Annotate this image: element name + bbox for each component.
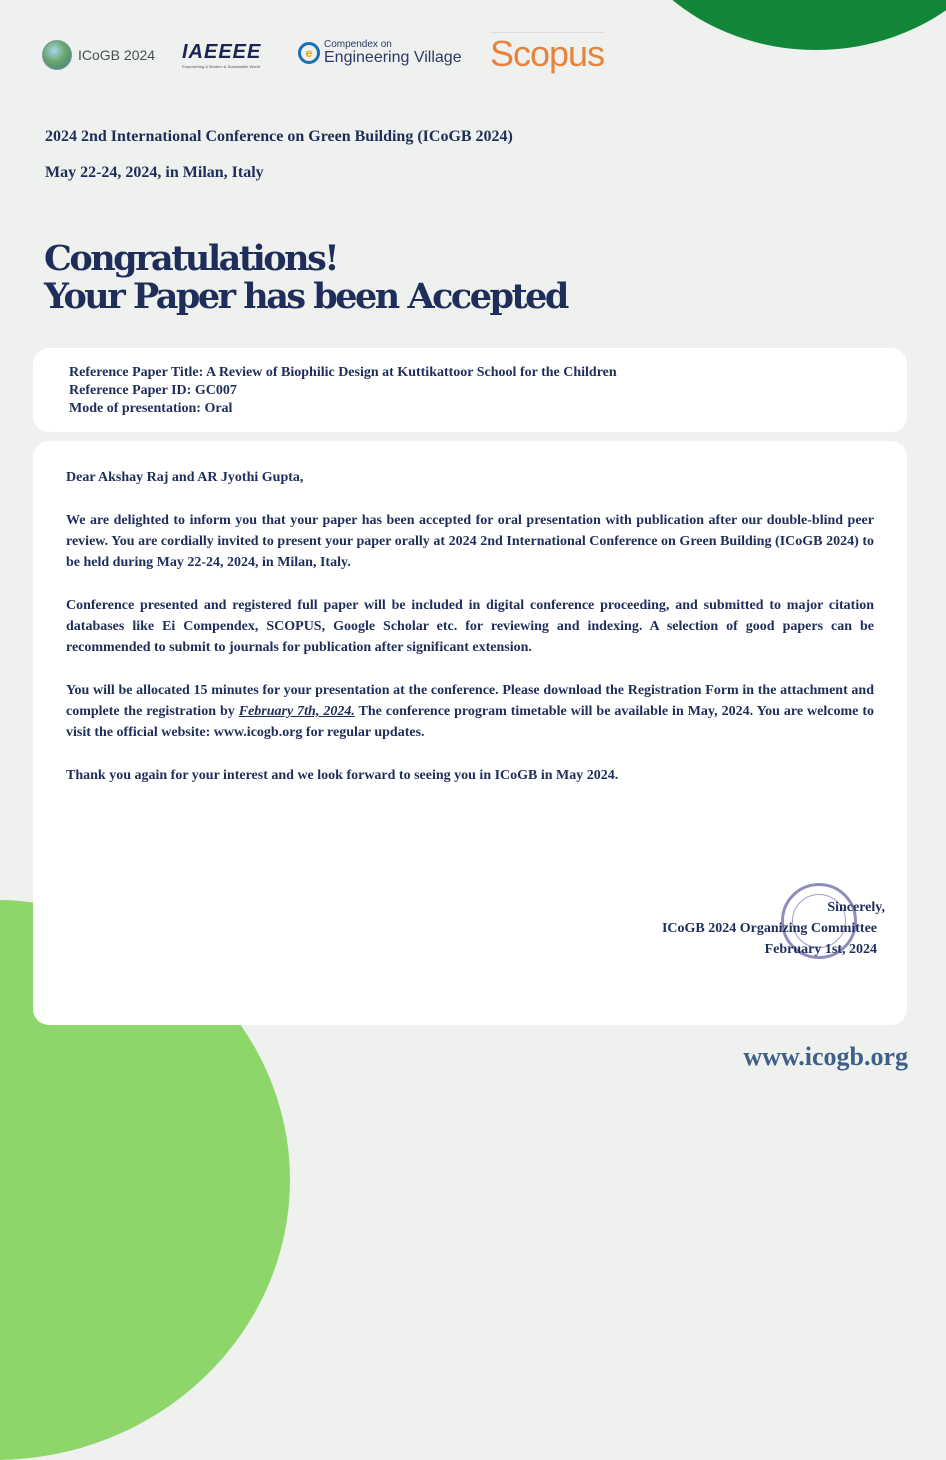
letter-card [33,441,907,1025]
iaeeee-logo-mark: IAEEEE [182,41,262,63]
reference-card [33,348,907,432]
signature-closing: Sincerely, [827,900,885,915]
top-green-decoration [606,0,946,50]
globe-icon [42,40,72,70]
reference-paper-title: Reference Paper Title: A Review of Biophilic Design at Kuttikattoor School for the Children [69,365,617,380]
letter-paragraph-1: We are delighted to inform you that your paper has been accepted for oral presentation with publication after our double-blind peer review. You are cordially invited to present your paper orally at 2024 2nd International Conference on Green Building (ICoGB 2024) to be held during May 22-24, 2024, in Milan, Italy. [66,513,874,570]
signature-block [661,897,885,960]
letter-salutation: Dear Akshay Raj and AR Jyothi Gupta, [66,470,304,485]
presentation-mode: Mode of presentation: Oral [69,401,233,416]
letter-paragraph-2: Conference presented and registered full paper will be included in digital conference proceeding, and submitted to major citation databases like Ei Compendex, SCOPUS, Google Scholar etc. for reviewing and indexing. A selection of good papers can be recommended to submit to journals for publication after significant extension. [66,598,874,655]
footer-website: www.icogb.org [743,1042,908,1071]
acceptance-headline [44,240,567,316]
letter-paragraph-3 [66,680,874,743]
conference-date-location: May 22-24, 2024, in Milan, Italy [45,164,264,181]
headline-line-2: Your Paper has been Accepted [44,276,567,317]
registration-deadline: February 7th, 2024. [238,704,355,719]
letter-body [66,467,874,808]
compendex-small-text: Compendex on [324,39,392,50]
conference-title: 2024 2nd International Conference on Green Building (ICoGB 2024) [45,128,513,145]
iaeeee-logo [182,42,266,69]
reference-paper-id: Reference Paper ID: GC007 [69,383,237,398]
icogb-logo-text: ICoGB 2024 [78,47,156,63]
scopus-logo: Scopus [490,33,605,74]
compendex-logo [298,40,462,66]
signature-date: February 1st, 2024 [764,942,877,957]
compendex-e-icon: e [298,42,320,64]
paragraph-3-before: You will be allocated 15 minutes for your presentation at the conference. Please download the Registration Form in the attachment and complete the registration by [66,683,874,719]
iaeeee-logo-tagline: Empowering & Modern & Sustainable World [182,64,260,69]
compendex-big-text: Engineering Village [324,49,462,66]
headline-line-1: Congratulations! [44,238,338,279]
sponsor-logos [42,34,622,80]
paragraph-3-after: The conference program timetable will be available in May, 2024. You are welcome to visit the official website: www.icogb.org for regular updates. [66,704,875,740]
icogb-logo [42,40,155,70]
letter-paragraph-4: Thank you again for your interest and we look forward to seeing you in ICoGB in May 2024. [66,768,619,783]
signature-committee: ICoGB 2024 Organizing Committee [661,921,877,936]
